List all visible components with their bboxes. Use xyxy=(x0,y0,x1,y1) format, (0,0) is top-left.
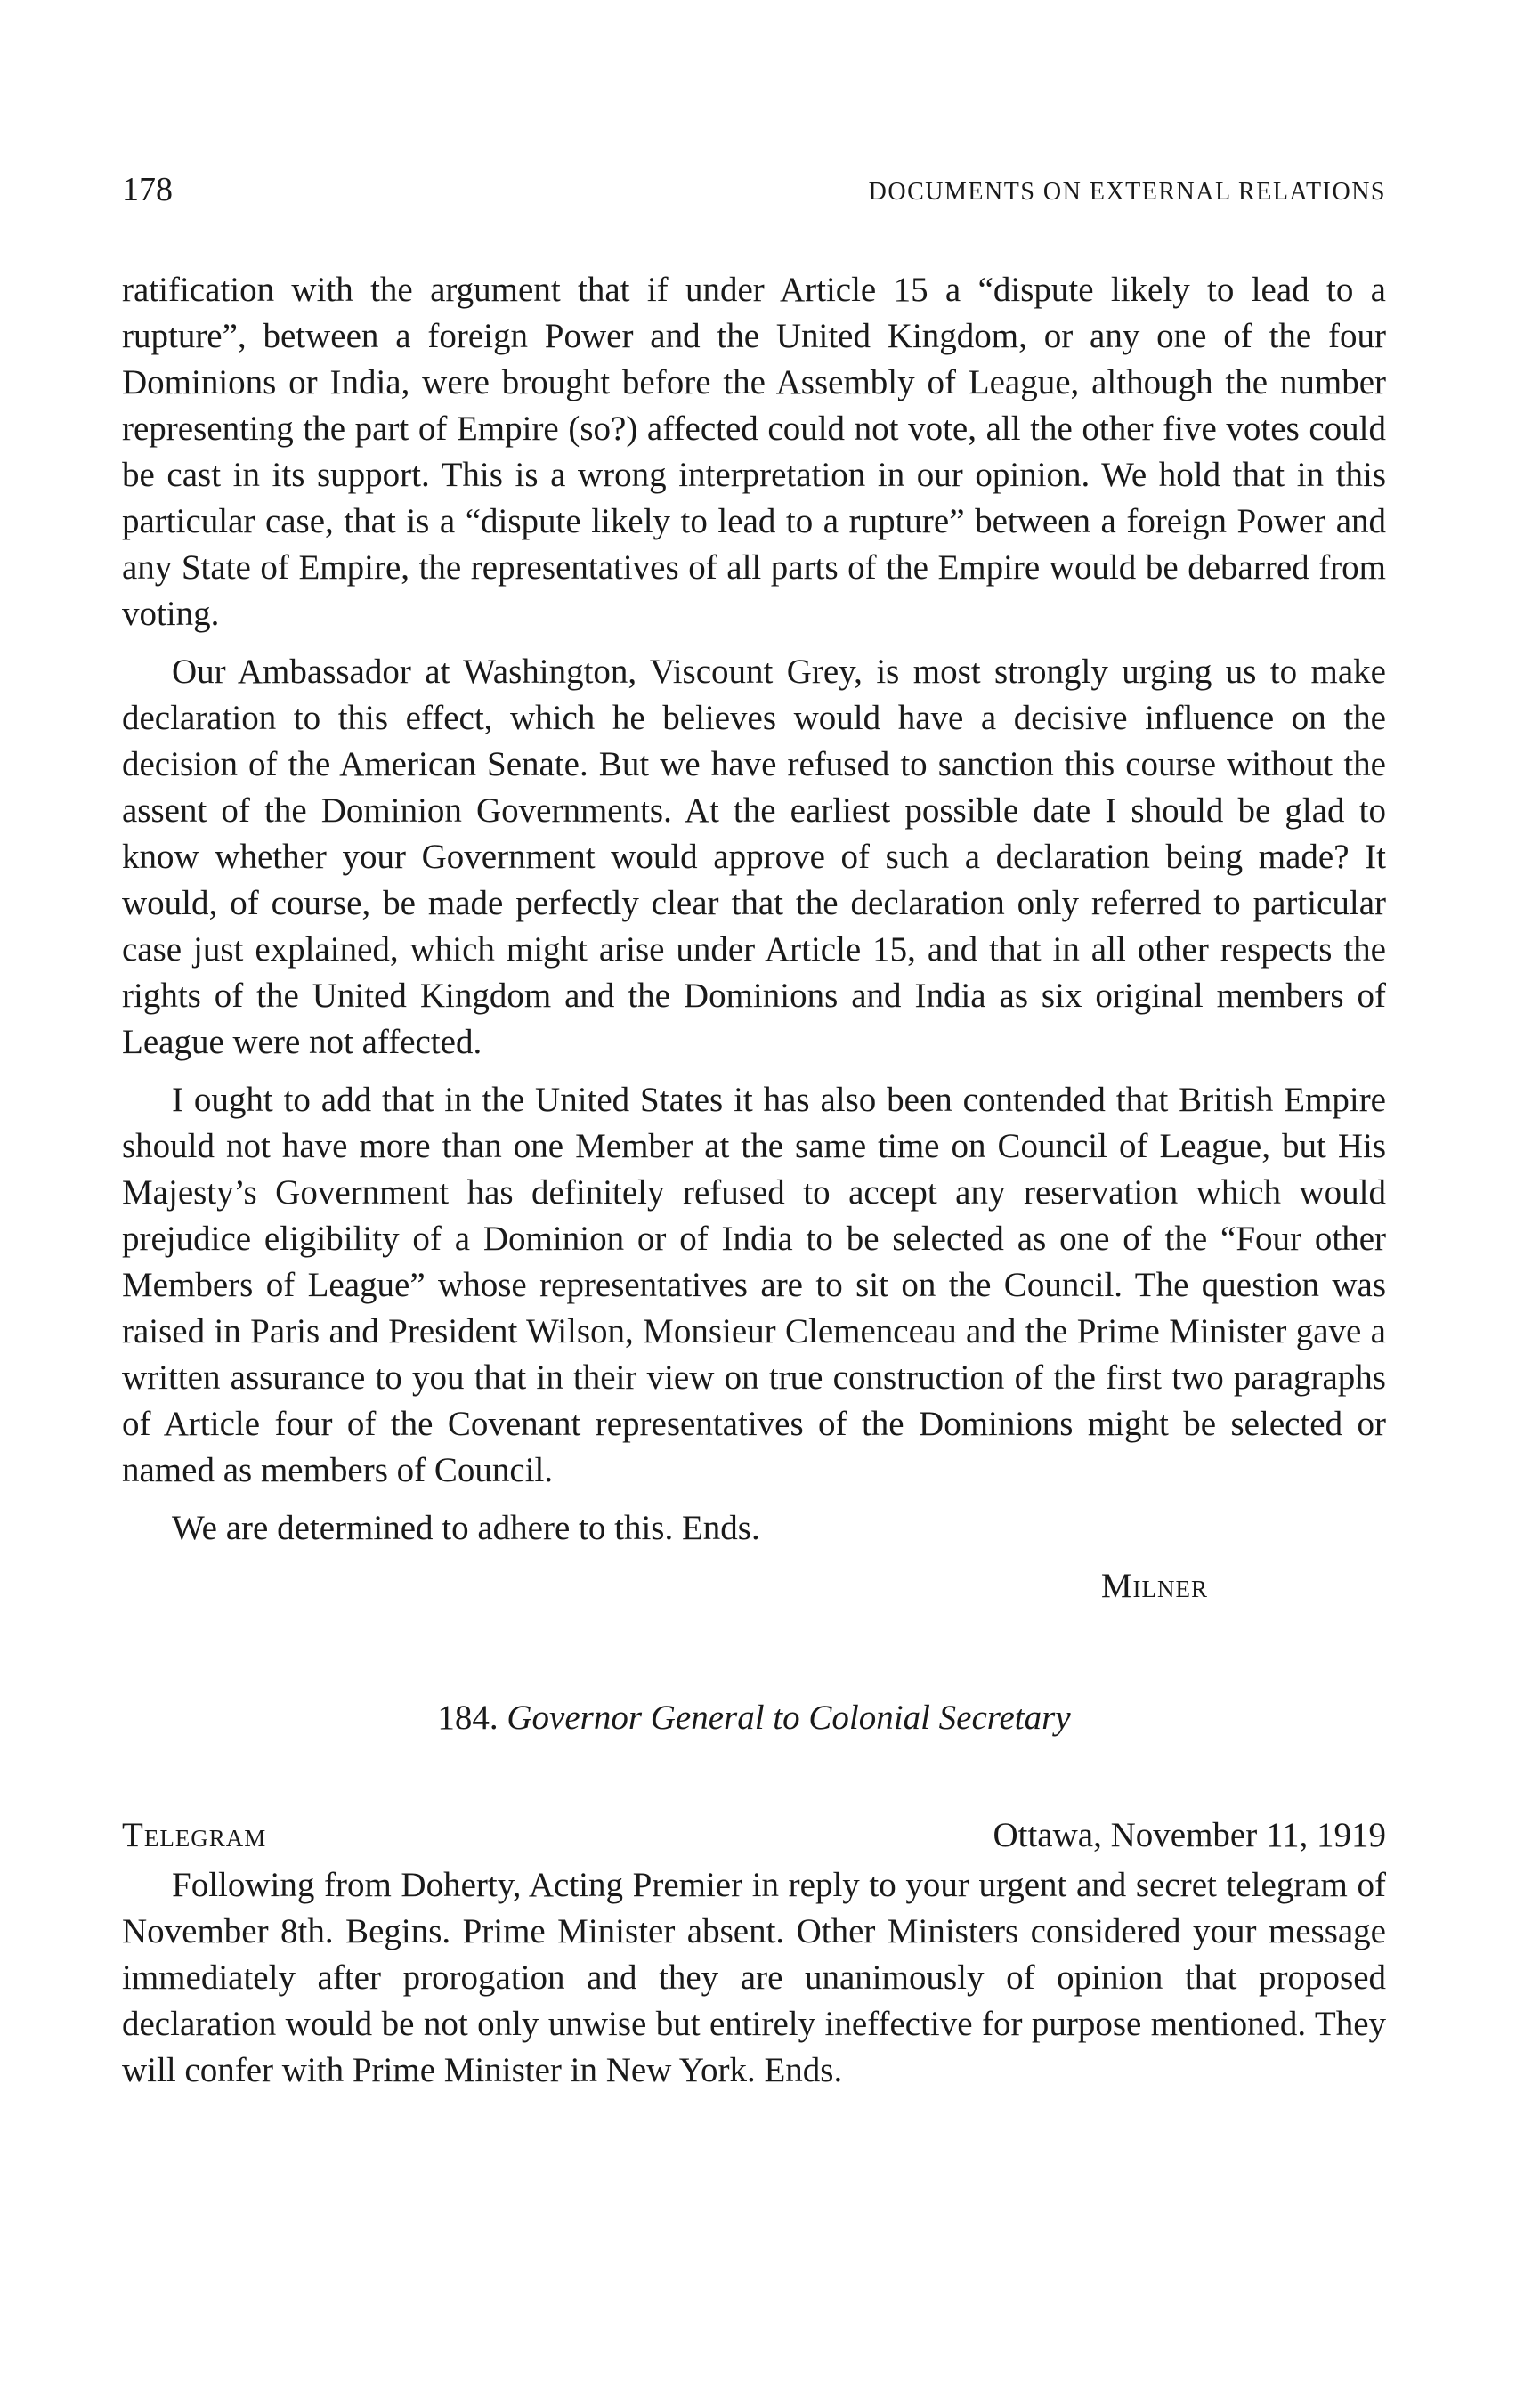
document-page xyxy=(122,169,1386,2105)
document-number: 184. xyxy=(437,1699,499,1737)
paragraph-2: Our Ambassador at Washington, Viscount Grey, is most strongly urging us to make declaration to this effect, which he believes would have a decisive influence on the decision of the American Senate. But we have refused to sanction this course without the assent of the Dominion Governments. At the earliest possible date I should be glad to know whether your Government would approve of such a declaration being made? It would, of course, be made perfectly clear that the declaration only referred to particular case just explained, which might arise under Article 15, and that in all other respects the rights of the United Kingdom and the Dominions and India as six original members of League were not affected. xyxy=(122,653,1386,1061)
telegram-body-text xyxy=(122,1862,1386,2094)
telegram-place-date: Ottawa, November 11, 1919 xyxy=(993,1816,1386,1854)
paragraph-1: ratification with the argument that if under Article 15 a “dispute likely to lead to a rupture”, between a foreign Power and the United Kingdom, or any one of the four Dominions or India, were brought before the Assembly of League, although the number representing the part of Empire (so?) affected could not vote, all the other five votes could be cast in its support. This is a wrong interpretation in our opinion. We hold that in this particular case, that is a “dispute likely to lead to a rupture” between a foreign Power and any State of Empire, the representatives of all parts of the Empire would be debarred from voting. xyxy=(122,271,1386,633)
telegram-body: Following from Doherty, Acting Premier in reply to your urgent and secret telegram of November 8th. Begins. Prime Minister absent. Other Ministers considered your message immediately after prorogation and they are unanimously of opinion that proposed declaration would be not only unwise but entirely ineffective for purpose mentioned. They will confer with Prime Minister in New York. Ends. xyxy=(122,1866,1386,2089)
telegram-line xyxy=(122,1812,1386,1862)
document-title: Governor General to Colonial Secretary xyxy=(507,1699,1071,1737)
page-number: 178 xyxy=(122,171,173,208)
signature: Milner xyxy=(1100,1567,1208,1605)
telegram-type: Telegram xyxy=(122,1816,267,1854)
running-title: DOCUMENTS ON EXTERNAL RELATIONS xyxy=(868,178,1386,206)
running-head xyxy=(122,169,1386,223)
continuation-text xyxy=(122,267,1386,1552)
paragraph-4: We are determined to adhere to this. Ends. xyxy=(172,1509,760,1547)
paragraph-3: I ought to add that in the United States it has also been contended that British Empire should not have more than one Member at the same time on Council of League, but His Majesty’s Government has definitely refused to accept any reservation which would prejudice eligibility of a Dominion or of India to be selected as one of the “Four other Members of League” whose representatives are to sit on the Council. The question was raised in Paris and President Wilson, Monsieur Clemenceau and the Prime Minister gave a written assurance to you that in their view on true construction of the first two paragraphs of Article four of the Covenant representatives of the Dominions might be selected or named as members of Council. xyxy=(122,1081,1386,1489)
document-heading xyxy=(122,1695,1386,1741)
